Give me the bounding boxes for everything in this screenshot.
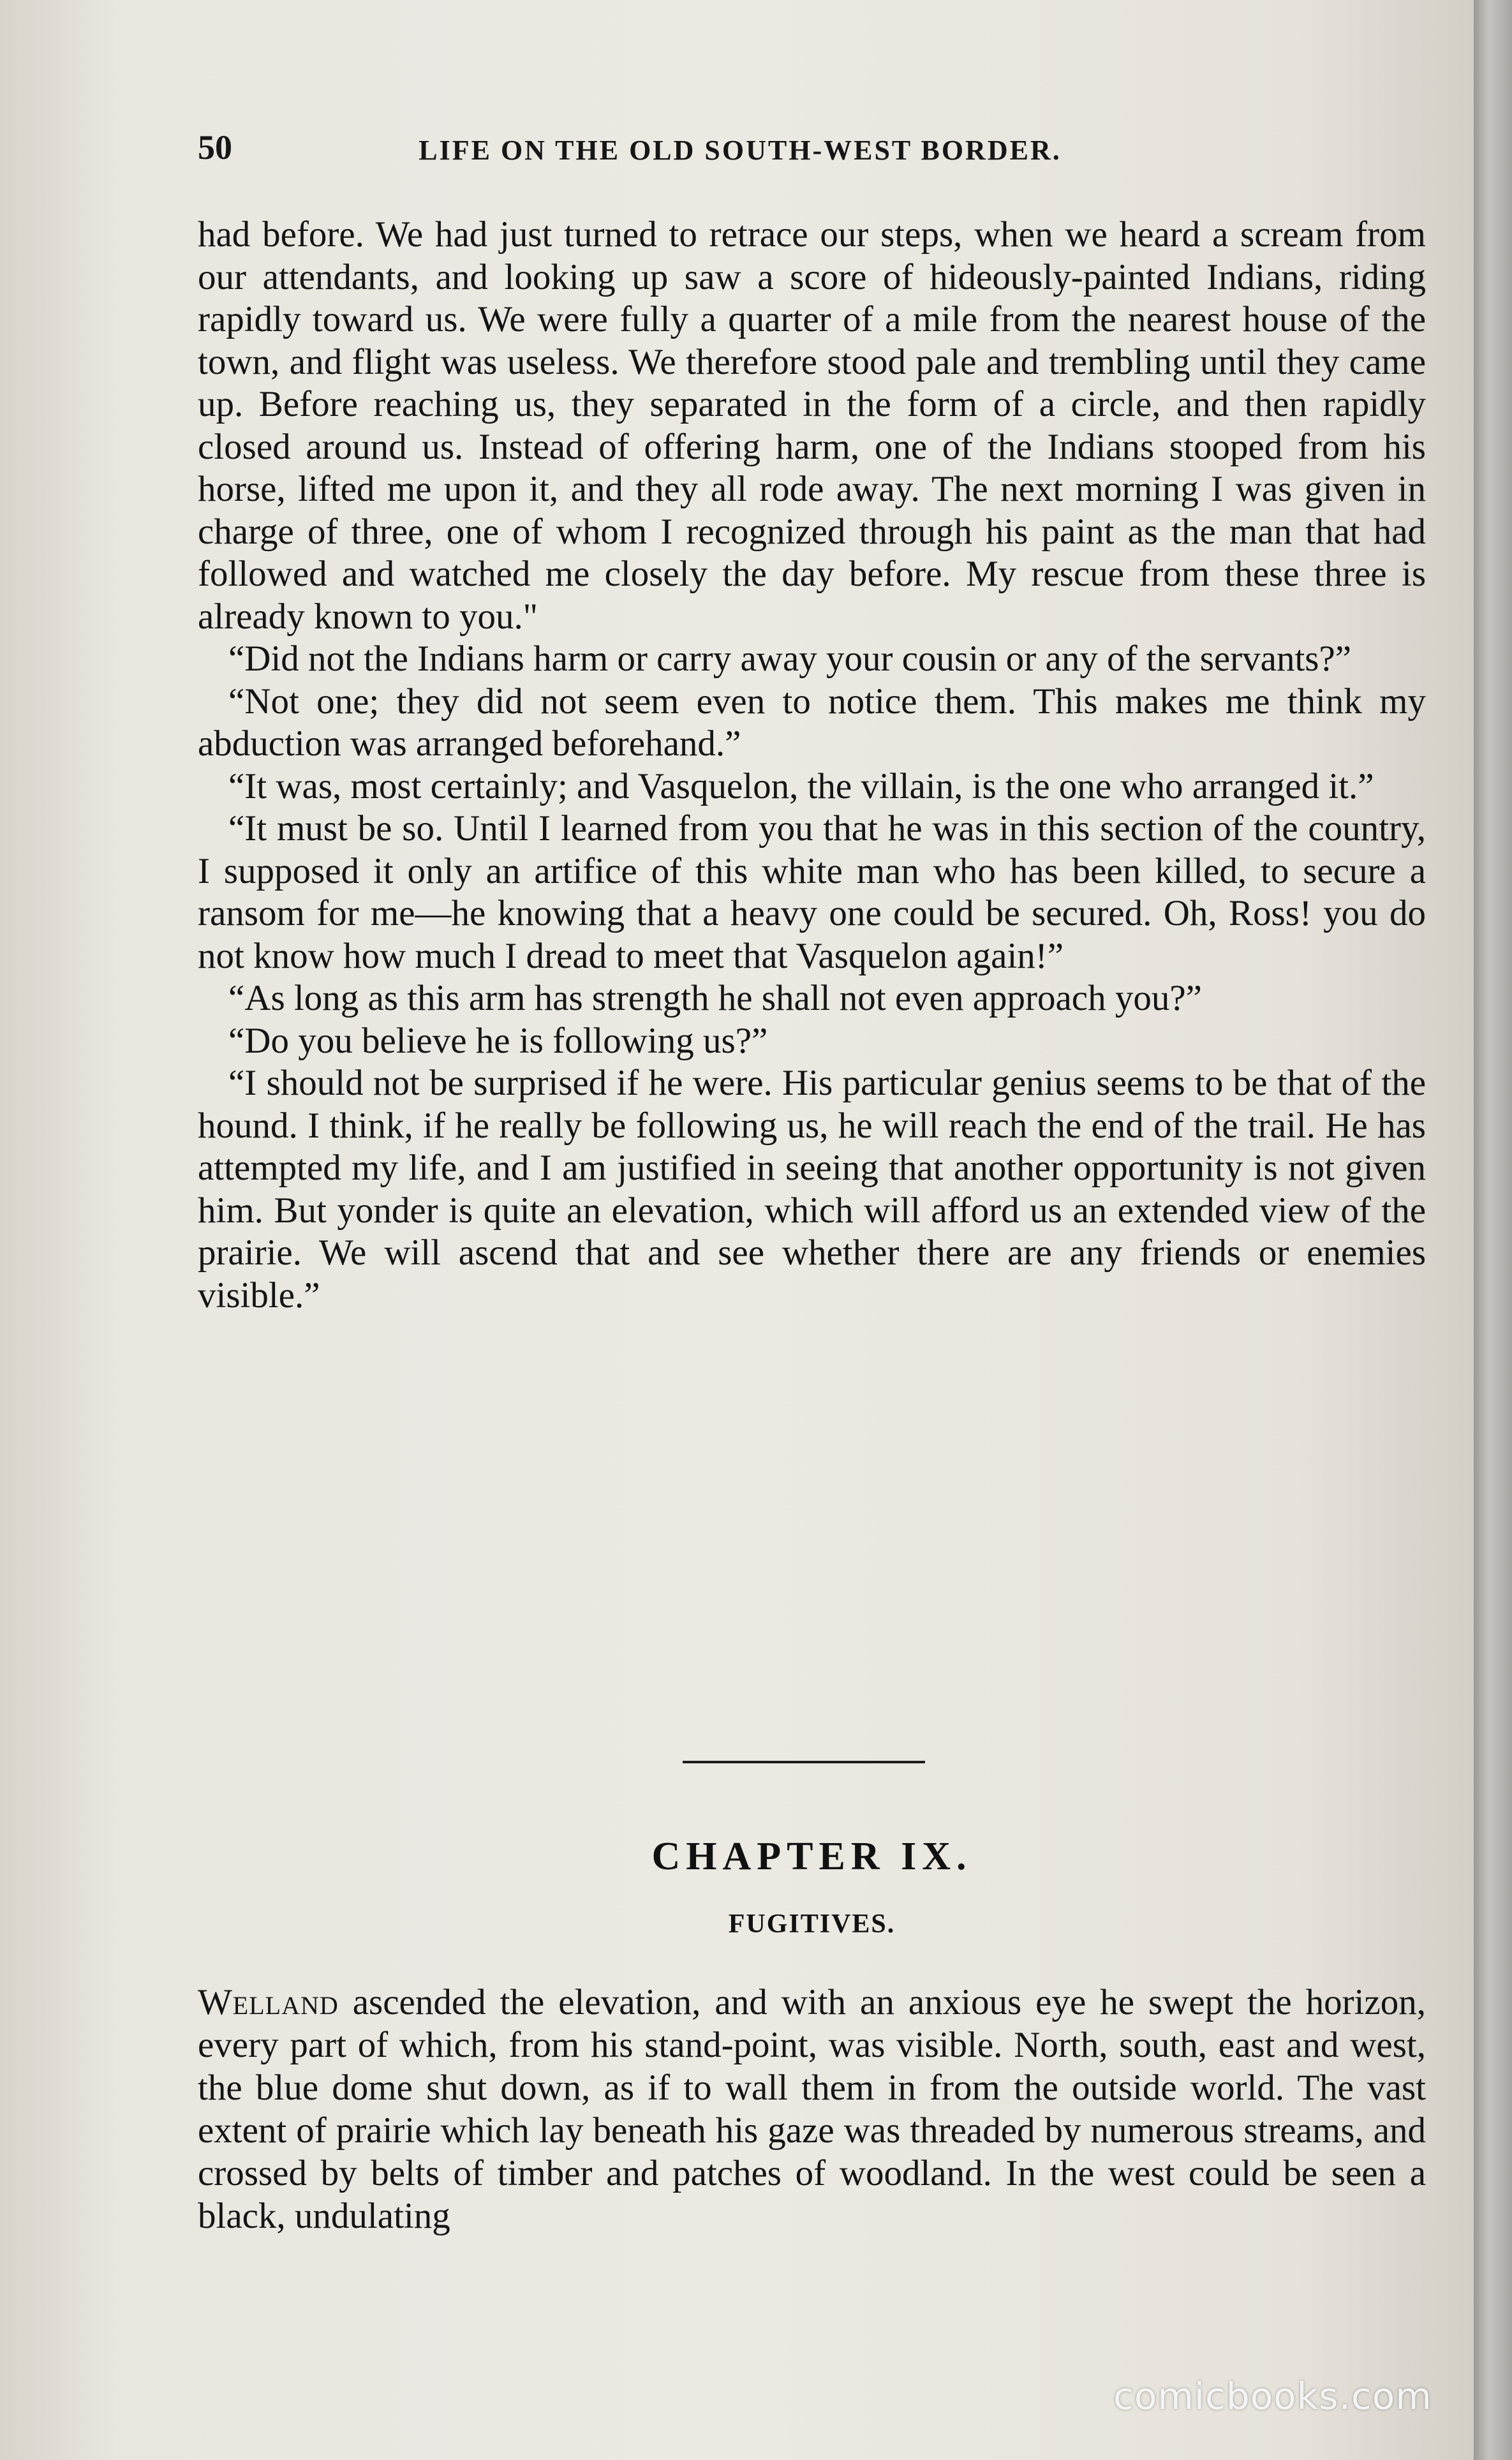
- page-number: 50: [198, 128, 232, 167]
- body-text: [198, 214, 1426, 1317]
- paragraph: had before. We had just turned to retrace our steps, when we heard a scream from our attendants, and looking up saw a score of hideously-painted Indians, riding rapidly toward us. We were fully a quarter of a mile from the nearest house of the town, and flight was useless. We therefore stood pale and trembling until they came up. Before reaching us, they separated in the form of a circle, and then rapidly closed around us. Instead of offering harm, one of the Indians stooped from his horse, lifted me upon it, and they all rode away. The next morning I was given in charge of three, one of whom I recognized through his paint as the man that had followed and watched me closely the day before. My rescue from these three is already known to you.": [198, 214, 1426, 637]
- chapter-opening-paragraph: [198, 1981, 1426, 2237]
- chapter-paragraph-body: ascended the elevation, and with an anxious eye he swept the horizon, every part of which, from his stand-point, was visible. North, south, east and west, the blue dome shut down, as if to wall them in from the outside world. The vast extent of prairie which lay beneath his gaze was threaded by numerous streams, and crossed by belts of timber and patches of woodland. In the west could be seen a black, undulating: [198, 1982, 1426, 2236]
- paragraph: “Do you believe he is following us?”: [228, 1020, 768, 1061]
- paragraph: “As long as this arm has strength he shall not even approach you?”: [228, 978, 1202, 1018]
- lead-word: Welland: [198, 1982, 339, 2022]
- chapter-title: CHAPTER IX.: [651, 1835, 972, 1878]
- paragraph: “Not one; they did not seem even to notice them. This makes me think my abduction was arranged beforehand.”: [198, 681, 1426, 764]
- running-head: LIFE ON THE OLD SOUTH-WEST BORDER.: [419, 135, 1062, 166]
- paragraph: “I should not be surprised if he were. His particular genius seems to be that of the hound. I think, if he really be following us, he will reach the end of the trail. He has attempted my life, and I am justified in seeing that another opportunity is not given him. But yonder is quite an elevation, which will afford us an extended view of the prairie. We will ascend that and see whether there are any friends or enemies visible.”: [198, 1063, 1426, 1315]
- site-watermark: comicbooks.com: [1113, 2375, 1432, 2418]
- paragraph: “It was, most certainly; and Vasquelon, the villain, is the one who arranged it.”: [228, 766, 1374, 806]
- book-spine-edge: [1474, 0, 1512, 2460]
- page-header: [198, 128, 1212, 179]
- chapter-subtitle: FUGITIVES.: [728, 1909, 896, 1939]
- section-divider: [683, 1761, 925, 1763]
- paragraph: “Did not the Indians harm or carry away your cousin or any of the servants?”: [228, 639, 1352, 679]
- paragraph: “It must be so. Until I learned from you that he was in this section of the country, I supposed it only an artifice of this white man who has been killed, to secure a ransom for me—he knowing that a heavy one could be secured. Oh, Ross! you do not know how much I dread to meet that Vasquelon again!”: [198, 808, 1426, 976]
